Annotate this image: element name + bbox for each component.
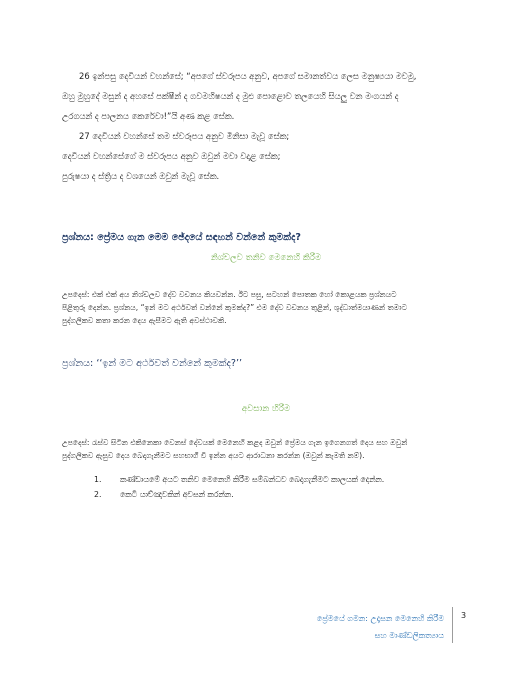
page-number: 3 <box>461 611 467 620</box>
list-item <box>94 490 234 500</box>
instruction-2-line-1: උපදෙස්: රැස්ව සිටින එකිනෙකා වෙනස් දේවයක් මෙනෙහි කළද ඔවුන් ප්‍රේමය ගැන ඉගෙනගත් දෙය සහ ඔවුන් <box>62 438 408 447</box>
footer-title-line-2: සහ මාණ්ඩලිකත්‍යාය <box>374 631 444 640</box>
list-item-number: 2. <box>94 490 102 499</box>
verse-line-2: ඔහු මුහුදේ මසුන් ද අහසේ පක්ෂීන් ද ගවමහිෂයන් ද මුළු පොළොව තලයෙහි සියලු වන මංගයන් ද <box>62 91 399 101</box>
instruction-2-line-2: පුද්ගලිකව ඇසුව දෙය බෙදාගැනීමට සහභාගී වී ඉන්න අයට ආරාධනා කරන්න (ඔවුන් කැමති නම්). <box>62 451 365 460</box>
question-2: ප්‍රශ්නය: ‘‘ඉන් මට අර්ථවත් වන්නේ කුමක්ද?’’ <box>62 358 243 369</box>
instruction-1-line-3: පුද්ගලිකව කතා කරන දෙය ඇසීමට ඇති අවස්ථාවකි. <box>62 316 227 325</box>
verse-line-5: දෙවියන් වහන්සේගේ ම ස්වරූපය අනුව ඔවුන් මවා වදාළ සේක; <box>62 151 281 161</box>
footer-title-line-1: ප්‍රේමයේ ගමන: උදෑසන මෙනෙහි කිරීම <box>316 614 444 623</box>
instruction-1-line-1: උපදෙස්: එක් එක් අය නිශ්චලව දේව වචනය කියවන්න. ඊට පසු, සටහන් පොතක හෝ කොළයක ප්‍රශ්නයට <box>62 290 397 299</box>
instruction-1-line-2: පිළිතුරු දෙන්න. ප්‍රශ්නය, “ඉන් මට අර්ථවත් වන්නේ කුමක්ද?” එම දේව වචනය තුළින්, ශුද්ධාත්මයාණන් තමාට <box>62 303 408 312</box>
verse-line-4: 27 දෙවියන් වහන්සේ තම ස්වරූපය අනුව මිනිසා මැවූ සේක; <box>79 131 290 141</box>
verse-line-3: උරගයන් ද පාලනය කෙරේවා!”යි අණ කළ සේක. <box>62 111 235 121</box>
list-item-number: 1. <box>94 475 102 484</box>
verse-line-6: පුරුෂයා ද ස්ත්‍රිය ද වශයෙන් ඔවුන් මැවූ සේක. <box>62 171 220 181</box>
footer-divider <box>452 607 453 643</box>
list-item <box>94 475 384 485</box>
verse-line-1: 26 ඉන්පසු දෙවියන් වහන්සේ; “අපගේ ස්වරූපය අනුව, අපගේ සමානත්වය ලෙස මනුෂ්‍යයා මවමු, <box>79 71 417 81</box>
list-item-text: කණ්ඩායමේ අයට තනිව මෙනෙහි කිරීම සම්බන්ධව බෙදාගැනීමට කාලයක් දෙන්න. <box>120 475 385 484</box>
section-heading-silent-meditation: නිශ්චලව තනිව මෙනෙහි කිරීම <box>210 253 322 263</box>
question-1: ප්‍රශ්නය: ප්‍රේමය ගැන මෙම ඡේදයේ සඳහන් වන්නේ කුමක්ද? <box>62 232 301 243</box>
list-item-text: කෙටි යාච්ඤාවකින් අවසන් කරන්න. <box>120 490 234 499</box>
section-heading-closing: අවසාන හිරීම <box>241 404 291 414</box>
